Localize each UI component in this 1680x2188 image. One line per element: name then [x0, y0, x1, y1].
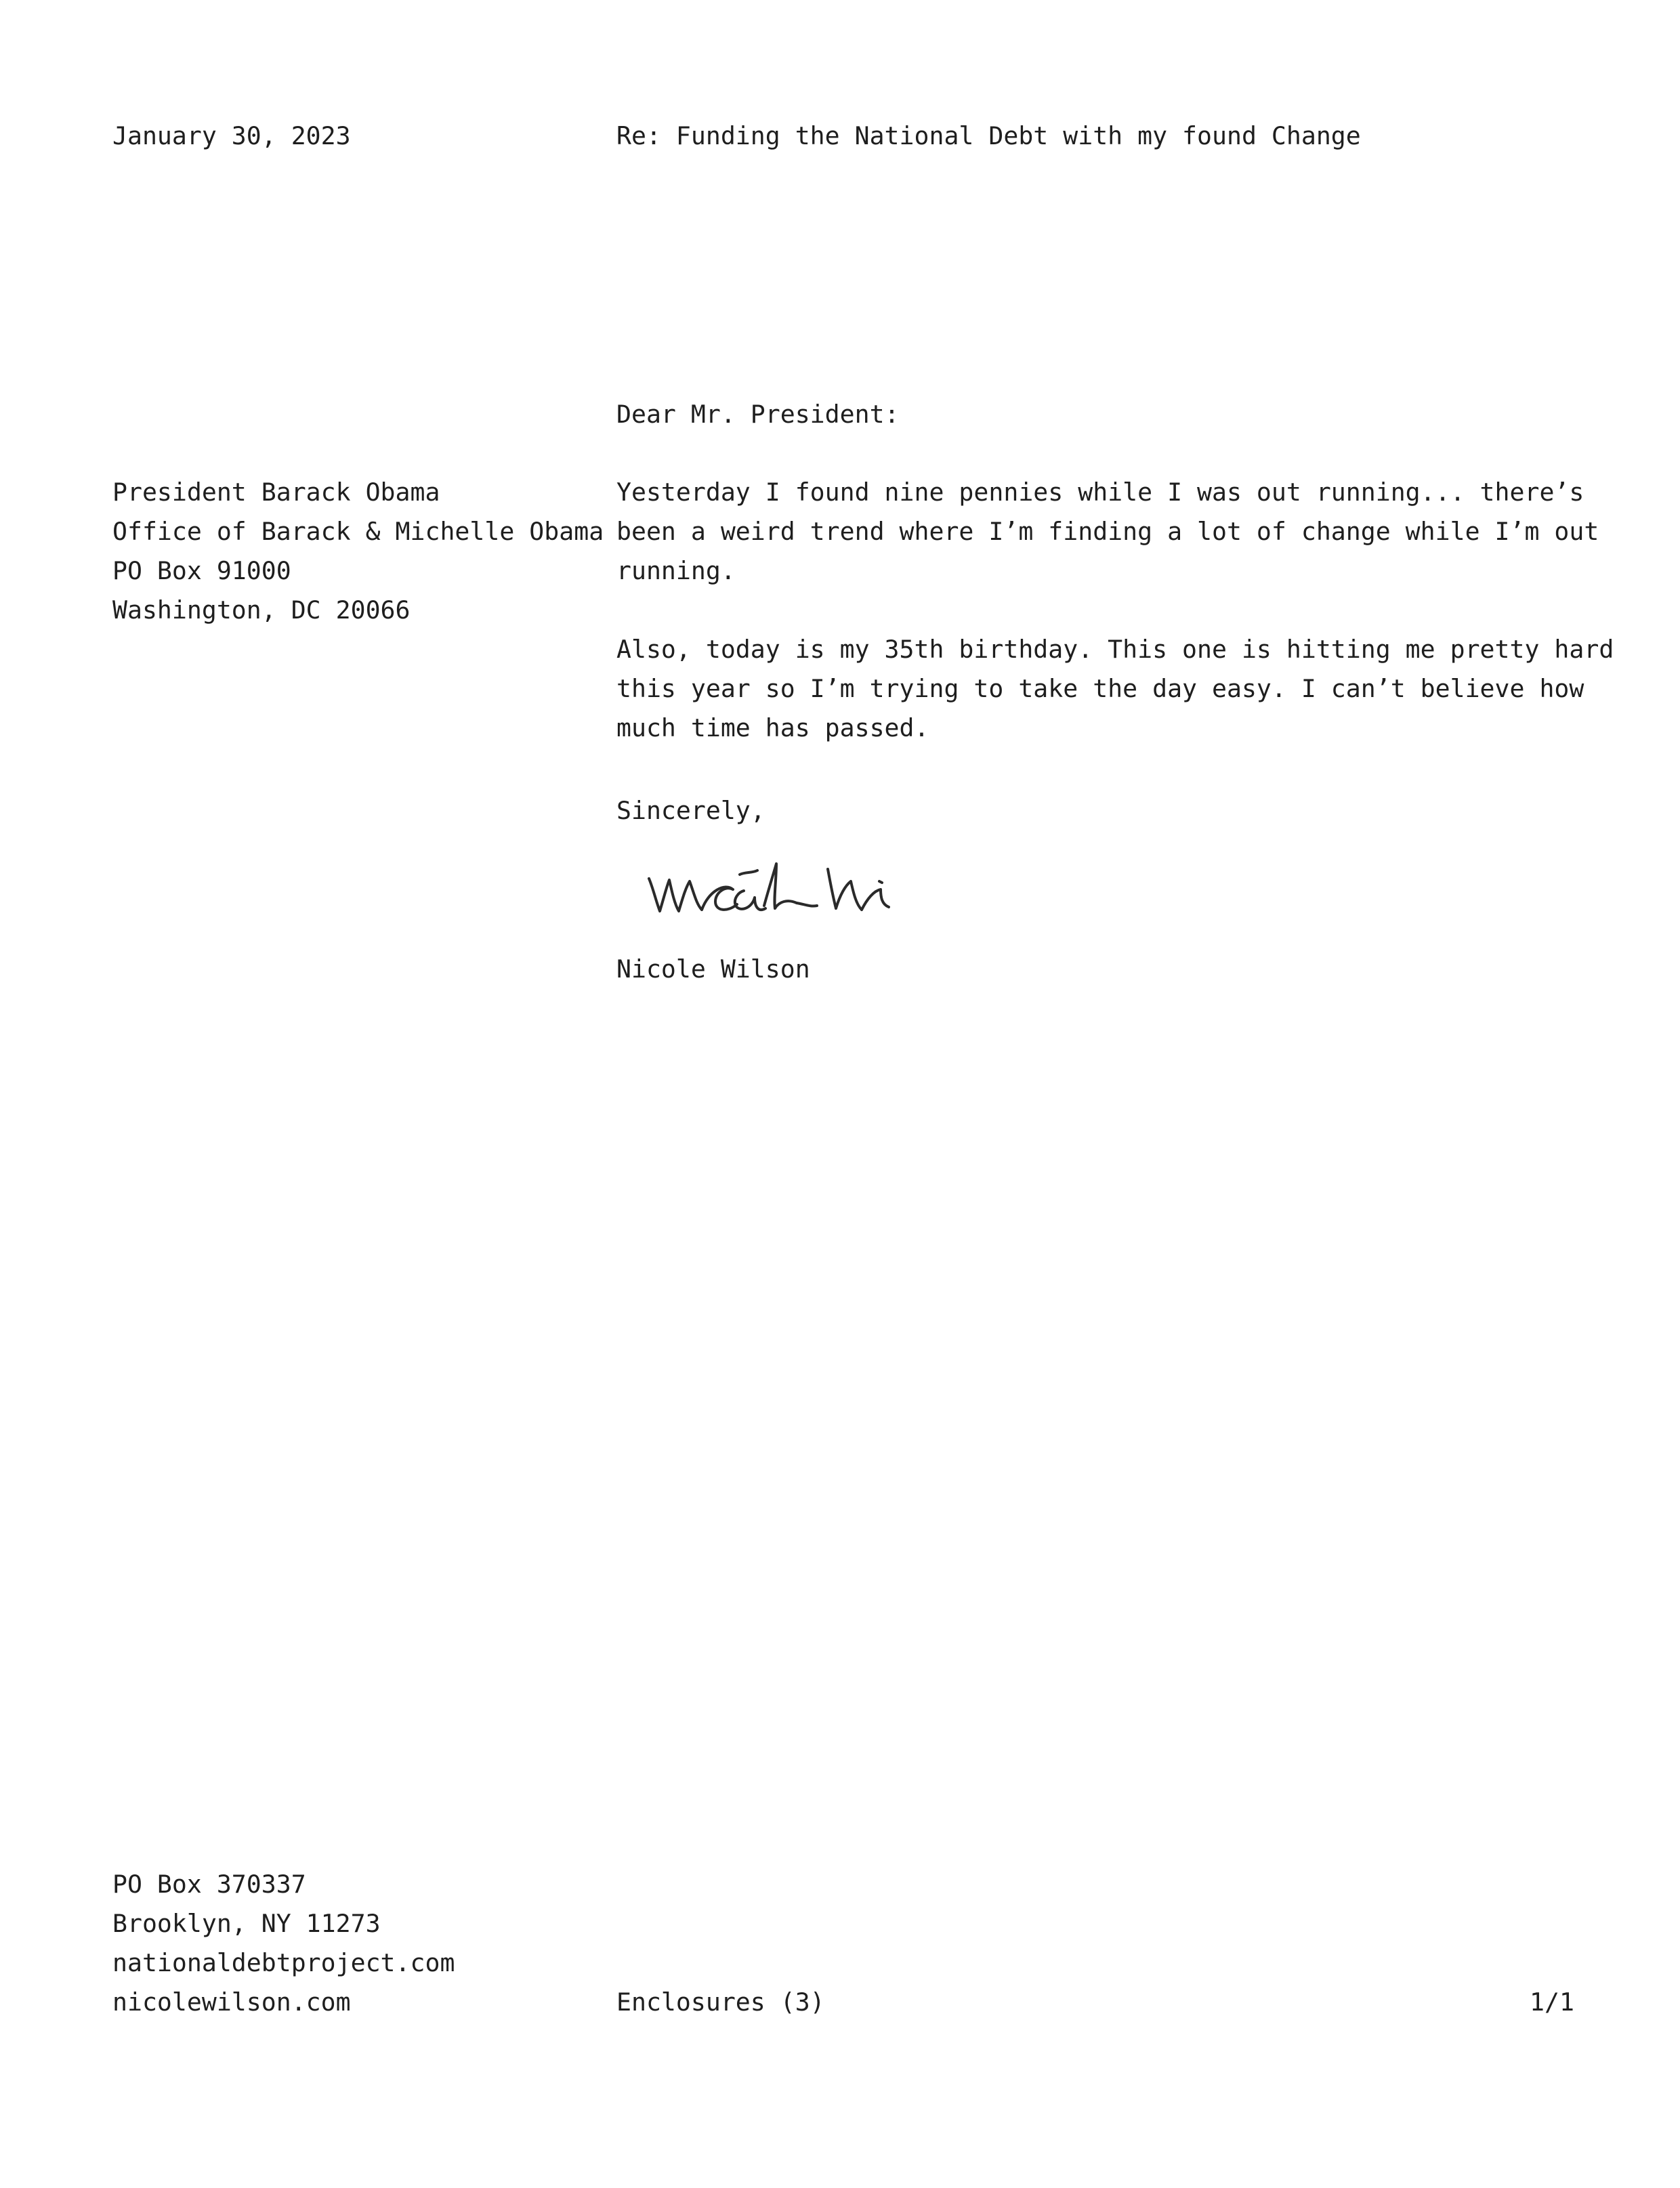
closing: Sincerely, — [616, 796, 765, 825]
body-line: been a weird trend where I’m finding a lot of change while I’m out — [616, 517, 1599, 546]
salutation: Dear Mr. President: — [616, 400, 900, 429]
body-paragraph — [616, 630, 1614, 748]
letter-date: January 30, 2023 — [112, 121, 351, 150]
signer-name: Nicole Wilson — [616, 954, 810, 984]
recipient-name: President Barack Obama — [112, 478, 440, 507]
sender-website-project: nationaldebtproject.com — [112, 1948, 455, 1977]
sender-city: Brooklyn, NY 11273 — [112, 1909, 381, 1938]
body-line: this year so I’m trying to take the day easy. I can’t believe how — [616, 674, 1584, 703]
recipient-city: Washington, DC 20066 — [112, 595, 411, 625]
recipient-office: Office of Barack & Michelle Obama — [112, 517, 604, 546]
letter-body — [616, 473, 1614, 787]
sender-website-personal: nicolewilson.com — [112, 1987, 351, 2017]
body-paragraph — [616, 473, 1614, 591]
page-number: 1/1 — [1530, 1987, 1574, 2017]
sender-address — [112, 1865, 455, 2022]
recipient-address — [112, 473, 604, 630]
body-line: much time has passed. — [616, 713, 929, 742]
enclosures-note: Enclosures (3) — [616, 1987, 825, 2017]
signature-scribble — [644, 850, 962, 925]
letter-subject: Re: Funding the National Debt with my found Change — [616, 121, 1361, 150]
signature-image — [644, 850, 962, 925]
body-line: Also, today is my 35th birthday. This one is hitting me pretty hard — [616, 635, 1614, 664]
recipient-po-box: PO Box 91000 — [112, 556, 291, 585]
sender-po-box: PO Box 370337 — [112, 1870, 306, 1899]
body-line: Yesterday I found nine pennies while I was out running... there’s — [616, 478, 1584, 507]
body-line: running. — [616, 556, 736, 585]
